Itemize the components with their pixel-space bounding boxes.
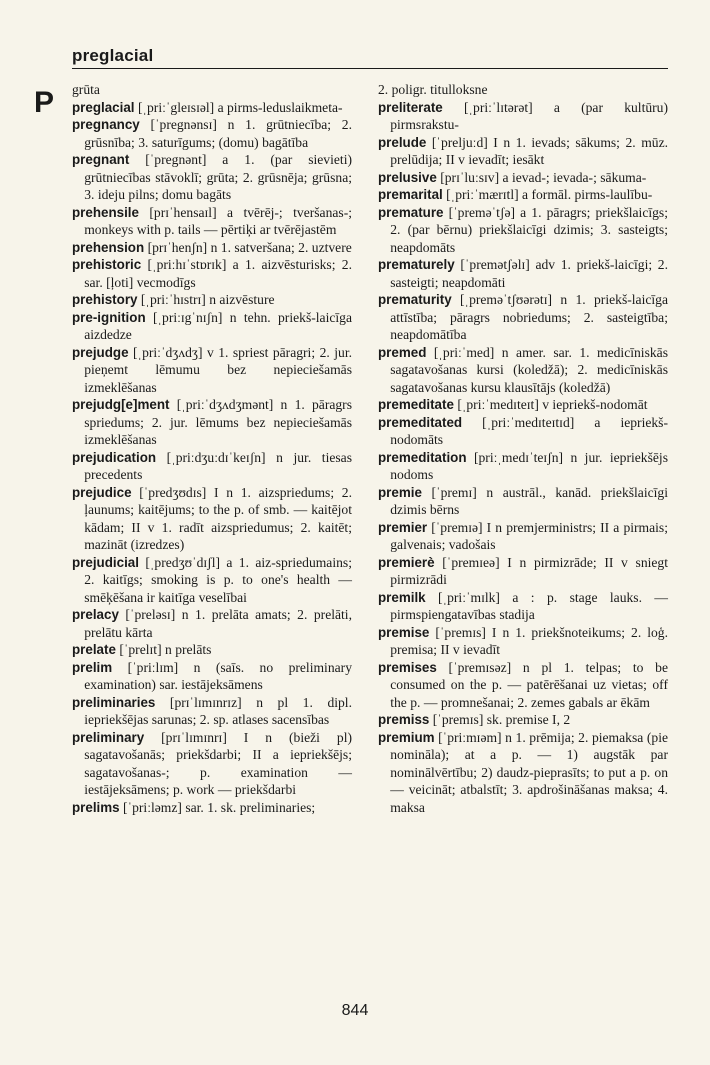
dictionary-entry — [72, 554, 352, 607]
dictionary-entry — [72, 256, 352, 291]
definition: [ˌpremәˈtʃʊәrәtɪ] n 1. priekš-laicīga attīstība; pāragrs nobriedums; 2. sasteigtība; neapdomātība — [390, 292, 668, 342]
dictionary-entry — [378, 449, 668, 484]
definition: [ˌpriːhɪˈstɒrɪk] a 1. aizvēsturisks; 2. sar. [ļoti] vecmodīgs — [84, 257, 352, 290]
definition: [ˈpredʒʊdɪs] I n 1. aizspriedums; 2. ļaunums; kaitējums; to the p. of smb. — kaitējot kādam; II v 1. radīt aizspriedumus; 2. kaitēt; mazināt (izredzes) — [84, 484, 352, 552]
definition: [ˈpremɪә] I n premjerministrs; II a pirmais; galvenais; vadošais — [390, 519, 668, 552]
dictionary-entry — [72, 81, 352, 99]
headword: prejudice — [72, 484, 132, 500]
dictionary-entry — [72, 116, 352, 151]
definition: [ˈpremɪ] n austrāl., kanād. priekšlaicīgi dzimis bērns — [390, 484, 668, 517]
definition: [ˌpriːˈmɪlk] a : p. stage lauks. — pirmspiengatavības stadija — [390, 589, 668, 622]
dictionary-entry — [72, 204, 352, 239]
headword: prehensile — [72, 204, 139, 220]
headword: premierè — [378, 554, 435, 570]
dictionary-entry — [378, 624, 668, 659]
definition: [ˈpremәtʃәlɪ] adv 1. priekš-laicīgi; 2. sasteigti; neapdomāti — [390, 257, 668, 290]
dictionary-entry — [378, 659, 668, 712]
definition: [prɪˈlɪmɪnrɪz] n pl 1. dipl. iepriekšējas sarunas; 2. sp. atlases sacensības — [84, 694, 352, 727]
definition: [ˈpremɪeә] I n pirmizrāde; II v sniegt pirmizrādi — [390, 554, 668, 587]
definition: [ˈpremәˈtʃә] a 1. pāragrs; priekšlaicīgs; 2. (par bērnu) priekšlaicīgi dzimis; 3. sasteigts; neapdomāts — [390, 204, 668, 255]
definition: [ˈpregnənt] a 1. (par sievieti) grūtniecības stāvoklī; grūta; 2. grūsnēja; grūsna; 3. ideju pilns; domu bagāts — [84, 152, 352, 202]
definition: [ˌpriːˈdʒʌdʒmənt] n 1. pāragrs spriedums; 2. jur. lēmums bez nepieciešamās izmeklēšanas — [84, 397, 352, 447]
dictionary-entry — [72, 239, 352, 257]
dictionary-entry — [378, 186, 668, 204]
definition: [prɪˈlɪmɪnrɪ] I n (bieži pl) sagatavošanās; priekšdarbi; II a iepriekšējs; sagatavošanas-; p. examination — iestājeksāmens; p. work — priekšdarbi — [84, 729, 352, 797]
headword: prejudg[e]ment — [72, 397, 170, 412]
dictionary-entry — [378, 711, 668, 729]
dictionary-entry — [72, 291, 352, 309]
definition: [prɪˈluːsɪv] a ievad-; ievada-; sākuma- — [440, 169, 647, 185]
definition: [ˈpremɪsәz] n pl 1. telpas; to be consumed on the p. — patērēšanai uz vietas; off the p. — promnešanai; 2. zemes gabals ar ēkām — [390, 659, 668, 710]
running-head: preglacial — [72, 46, 668, 69]
dictionary-entry — [378, 169, 668, 187]
headword: prejudicial — [72, 554, 139, 570]
definition: [ˈprelәsɪ] n 1. prelāta amats; 2. prelāti, prelātu kārta — [84, 607, 352, 640]
right-column — [378, 81, 668, 816]
headword: premeditated — [378, 414, 463, 430]
definition: [ˌpriːˈmedɪteɪtɪd] a iepriekš-nodomāts — [390, 414, 668, 447]
definition: [ˌpriːˈmedɪteɪt] v iepriekš-nodomāt — [457, 397, 648, 412]
headword: preliminaries — [72, 694, 156, 710]
definition: [ˌpriːˈhɪstrɪ] n aizvēsture — [140, 292, 275, 307]
dictionary-entry — [72, 99, 352, 117]
dictionary-entry — [378, 396, 668, 414]
page-number: 844 — [341, 1002, 369, 1019]
definition: [ˈpreljuːd] I n 1. ievads; sākums; 2. mūz. prelūdija; II v ievadīt; iesākt — [390, 134, 668, 167]
definition: [ˌpriːɪgˈnɪʃn] n tehn. priekš-laicīga aizdedze — [84, 309, 352, 342]
headword: preglacial — [72, 99, 135, 115]
definition: [ˈpregnənsɪ] n 1. grūtniecība; 2. grūsnība; 3. saturīgums; (domu) bagātība — [84, 117, 352, 150]
headword: pre-ignition — [72, 309, 146, 325]
headword: premises — [378, 659, 437, 675]
dictionary-entry — [378, 134, 668, 169]
dictionary-entry — [72, 659, 352, 694]
definition: [ˈpriːlәmz] sar. 1. sk. preliminaries; — [123, 799, 316, 815]
definition: [ˈpremɪs] I n 1. priekšnoteikums; 2. loģ. premisa; II v ievadīt — [390, 624, 668, 657]
definition: [ˈpriːmɪәm] n 1. prēmija; 2. piemaksa (pie nominālа); at a p. — 1) augstāk par nominālvērtību; 2) daudz-pieprasīts; to put a p. on — veicināt; atbalstīt; 3. apdrošināšanas maksa; 4. maksa — [390, 729, 668, 815]
headword: prelim — [72, 659, 113, 675]
dictionary-entry — [378, 414, 668, 449]
headword: premie — [378, 484, 422, 500]
headword: prejudication — [72, 449, 157, 465]
definition: 2. poligr. titulloksne — [378, 82, 488, 97]
dictionary-entry — [378, 519, 668, 554]
definition: [ˌpriːdʒuːdɪˈkeɪʃn] n jur. tiesas precedents — [84, 449, 352, 482]
definition: [ˌpredʒʊˈdɪʃl] a 1. aiz-spriedumains; 2. kaitīgs; smoking is p. to one's health — smēķēšana ir kaitīga veselībai — [84, 554, 352, 605]
headword: preliminary — [72, 729, 145, 745]
dictionary-entry — [72, 396, 352, 449]
definition: [prɪˈhenʃn] n 1. satveršana; 2. uztvere — [147, 239, 352, 255]
headword: premilk — [378, 589, 426, 605]
dictionary-entry — [378, 344, 668, 397]
definition: [priːˌmedɪˈteɪʃn] n jur. iepriekšējs nodoms — [390, 449, 668, 482]
headword: prematurity — [378, 292, 452, 307]
dictionary-entry — [72, 309, 352, 344]
dictionary-entry — [72, 606, 352, 641]
headword: premise — [378, 624, 430, 640]
headword: prelims — [72, 799, 120, 815]
headword: premiss — [378, 712, 430, 727]
dictionary-entry — [378, 204, 668, 257]
left-column — [72, 81, 352, 816]
headword: premeditation — [378, 449, 467, 465]
dictionary-entry — [378, 99, 668, 134]
definition: [ˌpriːˈmed] n amer. sar. 1. medicīniskās sagatavošanas kursi (koledžā); 2. medicīniskās sagatavošanas kursu klausītājs (koledžā) — [390, 344, 668, 395]
headword: prelusive — [378, 169, 437, 185]
definition: [ˈpremɪs] sk. premise I, 2 — [432, 712, 571, 727]
definition: [prɪˈhensaɪl] a tvērēj-; tveršanas-; monkeys with p. tails — pērtiķi ar tvērējastēm — [84, 204, 352, 237]
definition: grūta — [72, 82, 100, 97]
dictionary-entry — [72, 449, 352, 484]
headword: prematurely — [378, 257, 455, 272]
definition: [ˌpriːˈmærɪtl] a formāl. pirms-laulību- — [446, 187, 653, 202]
dictionary-entry — [72, 729, 352, 799]
definition: [ˌpriːˈgleɪsɪəl] a pirms-leduslaikmeta- — [137, 99, 343, 115]
dictionary-entry — [378, 554, 668, 589]
headword: premier — [378, 519, 428, 535]
headword: prelate — [72, 642, 116, 657]
headword: prelude — [378, 134, 427, 150]
headword: prejudge — [72, 344, 129, 360]
headword: premeditate — [378, 397, 454, 412]
dictionary-entry — [378, 291, 668, 344]
dictionary-entry — [378, 729, 668, 817]
thumb-index-letter: P — [34, 86, 55, 119]
headword: prehistoric — [72, 257, 142, 272]
headword: prehistory — [72, 292, 138, 307]
dictionary-entry — [378, 256, 668, 291]
headword: prelacy — [72, 607, 119, 622]
definition: [ˌpriːˈlɪtәrәt] a (par kultūru) pirmsrakstu- — [390, 99, 668, 132]
dictionary-entry — [72, 344, 352, 397]
headword: premature — [378, 204, 444, 220]
definition: [ˈpriːlɪm] n (saīs. no preliminary examination) sar. iestājeksāmens — [84, 659, 352, 692]
dictionary-entry — [378, 484, 668, 519]
dictionary-entry — [378, 81, 668, 99]
dictionary-entry — [72, 694, 352, 729]
headword: premarital — [378, 187, 443, 202]
headword: preliterate — [378, 99, 443, 115]
dictionary-entry — [72, 799, 352, 817]
dictionary-entry — [72, 151, 352, 204]
dictionary-entry — [378, 589, 668, 624]
headword: premium — [378, 729, 435, 745]
dictionary-entry — [72, 484, 352, 554]
headword: pregnancy — [72, 117, 140, 132]
dictionary-entry — [72, 641, 352, 659]
headword: prehension — [72, 239, 145, 255]
headword: premed — [378, 344, 427, 360]
definition: [ˌpriːˈdʒʌdʒ] v 1. spriest pāragri; 2. jur. pieņemt lēmumu bez nepieciešamās izmeklēšanas — [84, 344, 353, 395]
headword: pregnant — [72, 152, 130, 167]
definition: [ˈprelɪt] n prelāts — [119, 642, 212, 657]
